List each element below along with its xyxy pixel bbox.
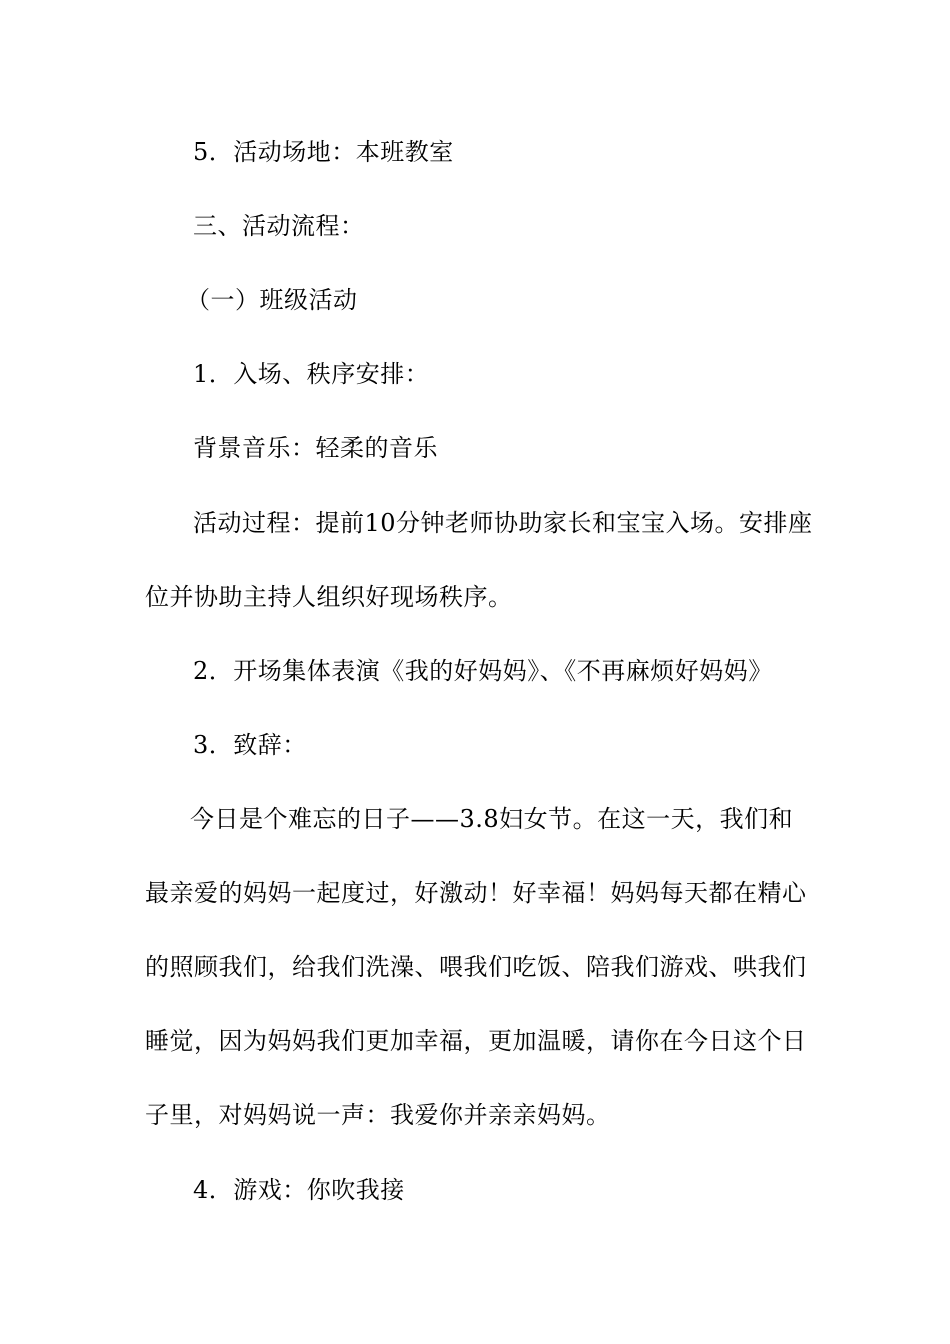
paragraph-line: 的照顾我们，给我们洗澡、喂我们吃饭、陪我们游戏、哄我们 — [145, 953, 807, 981]
text-line: 5．活动场地：本班教室 — [193, 138, 454, 166]
paragraph-line: 今日是个难忘的日子——3.8妇女节。在这一天，我们和 — [190, 805, 794, 833]
text-line: 背景音乐：轻柔的音乐 — [193, 434, 438, 462]
subsection-heading: （一）班级活动 — [186, 286, 358, 314]
text-line: 1．入场、秩序安排： — [193, 360, 430, 388]
paragraph-line: 子里，对妈妈说一声：我爱你并亲亲妈妈。 — [145, 1101, 611, 1129]
paragraph-line: 最亲爱的妈妈一起度过，好激动！好幸福！妈妈每天都在精心 — [145, 879, 807, 907]
text-line: 4．游戏：你吹我接 — [193, 1176, 405, 1204]
paragraph-line: 睡觉，因为妈妈我们更加幸福，更加温暖，请你在今日这个日 — [145, 1027, 807, 1055]
text-line: 2．开场集体表演《我的好妈妈》、《不再麻烦好妈妈》 — [193, 657, 773, 685]
text-line: 3．致辞： — [193, 731, 307, 759]
paragraph-line: 位并协助主持人组织好现场秩序。 — [145, 583, 513, 611]
paragraph-line: 活动过程：提前10分钟老师协助家长和宝宝入场。安排座 — [193, 509, 813, 537]
section-heading: 三、活动流程： — [193, 212, 365, 240]
